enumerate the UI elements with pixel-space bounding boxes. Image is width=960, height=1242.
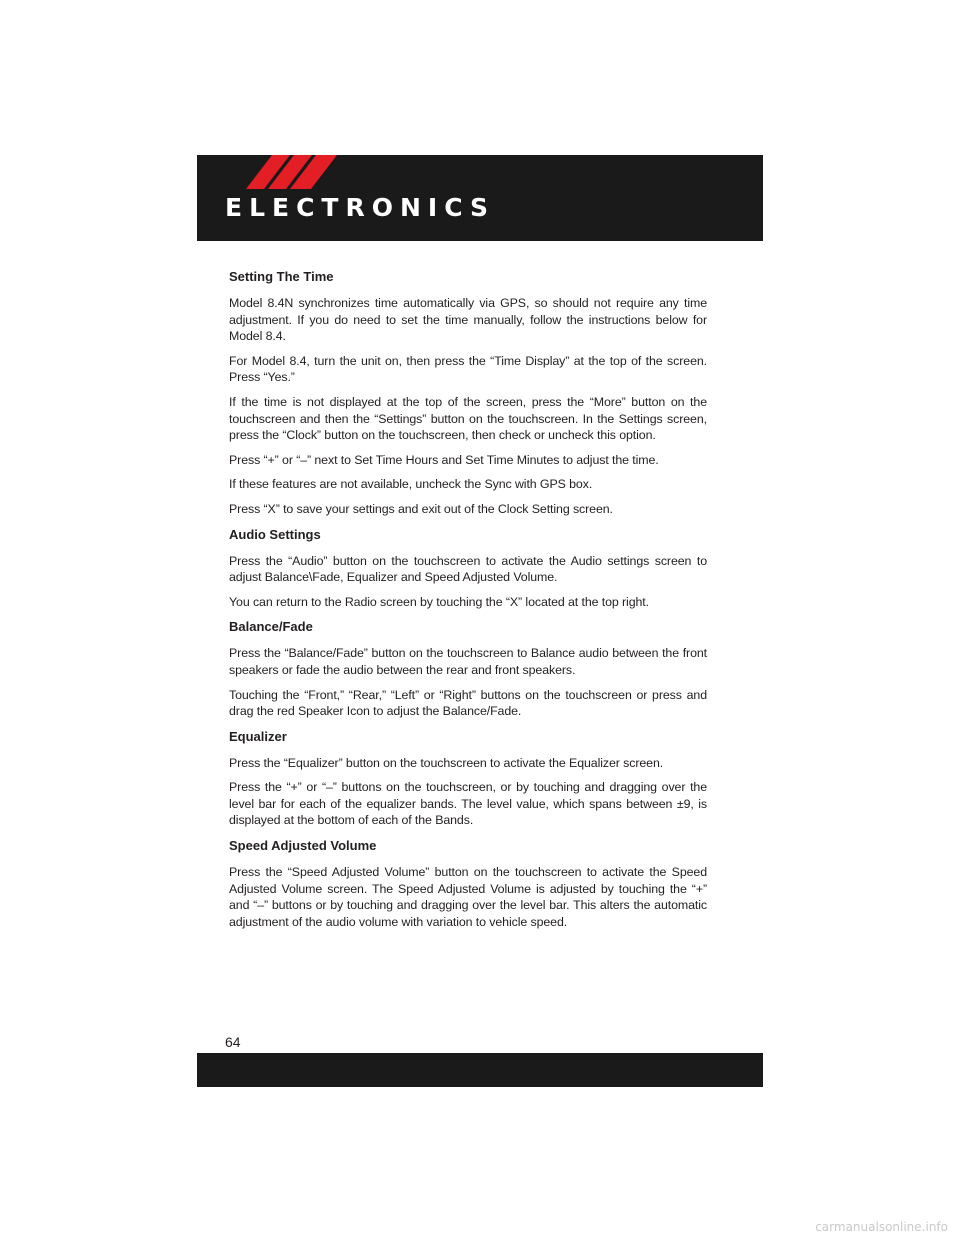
section-heading: Setting The Time <box>229 269 334 284</box>
paragraph: Model 8.4N synchronizes time automatically via GPS, so should not require any time adjustment. If you do need to set the time manually, follow the instructions below for Model 8.4. <box>229 296 707 344</box>
page-number: 64 <box>225 1034 241 1050</box>
paragraph: Touching the “Front,” “Rear,” “Left” or “Right” buttons on the touchscreen or press and drag the red Speaker Icon to adjust the Balance/Fade. <box>229 687 707 719</box>
paragraph: If these features are not available, uncheck the Sync with GPS box. <box>229 477 593 492</box>
paragraph: If the time is not displayed at the top of the screen, press the “More” button on the touchscreen and then the “Settings” button on the touchscreen. In the Settings screen, press the “Clock” button on the touchscreen, then check or uncheck this option. <box>229 394 707 443</box>
watermark: carmanualsonline.info <box>815 1220 948 1234</box>
paragraph: For Model 8.4, turn the unit on, then press the “Time Display” at the top of the screen. Press “Yes.” <box>229 353 707 385</box>
paragraph: Press the “+” or “–” buttons on the touchscreen, or by touching and dragging over the level bar for each of the equalizer bands. The level value, which spans between ±9, is displayed at the bottom of each of the Bands. <box>229 780 707 828</box>
paragraph: Press “X” to save your settings and exit out of the Clock Setting screen. <box>229 501 613 516</box>
section-heading: Speed Adjusted Volume <box>229 838 377 854</box>
paragraph: Press the “Speed Adjusted Volume” button on the touchscreen to activate the Speed Adjusted Volume screen. The Speed Adjusted Volume is adjusted by touching the “+” and “–” buttons or by touching and dragging over the level bar. This alters the automatic adjustment of the audio volume with variation to vehicle speed. <box>229 865 707 929</box>
section-header <box>197 155 763 241</box>
paragraph: Press “+” or “–” next to Set Time Hours and Set Time Minutes to adjust the time. <box>229 452 659 467</box>
section-heading: Equalizer <box>229 728 287 744</box>
paragraph: You can return to the Radio screen by touching the “X” located at the top right. <box>229 594 649 609</box>
paragraph: Press the “Audio” button on the touchscreen to activate the Audio settings screen to adjust Balance\Fade, Equalizer and Speed Adjusted Volume. <box>229 553 707 585</box>
section-heading: Audio Settings <box>229 526 321 542</box>
footer-band <box>197 1053 763 1087</box>
section-heading: Balance/Fade <box>229 619 313 635</box>
section-title: ELECTRONICS <box>225 193 496 222</box>
paragraph: Press the “Balance/Fade” button on the touchscreen to Balance audio between the front speakers or fade the audio between the rear and front speakers. <box>229 646 707 677</box>
document-body <box>229 268 707 938</box>
paragraph: Press the “Equalizer” button on the touchscreen to activate the Equalizer screen. <box>229 755 664 770</box>
